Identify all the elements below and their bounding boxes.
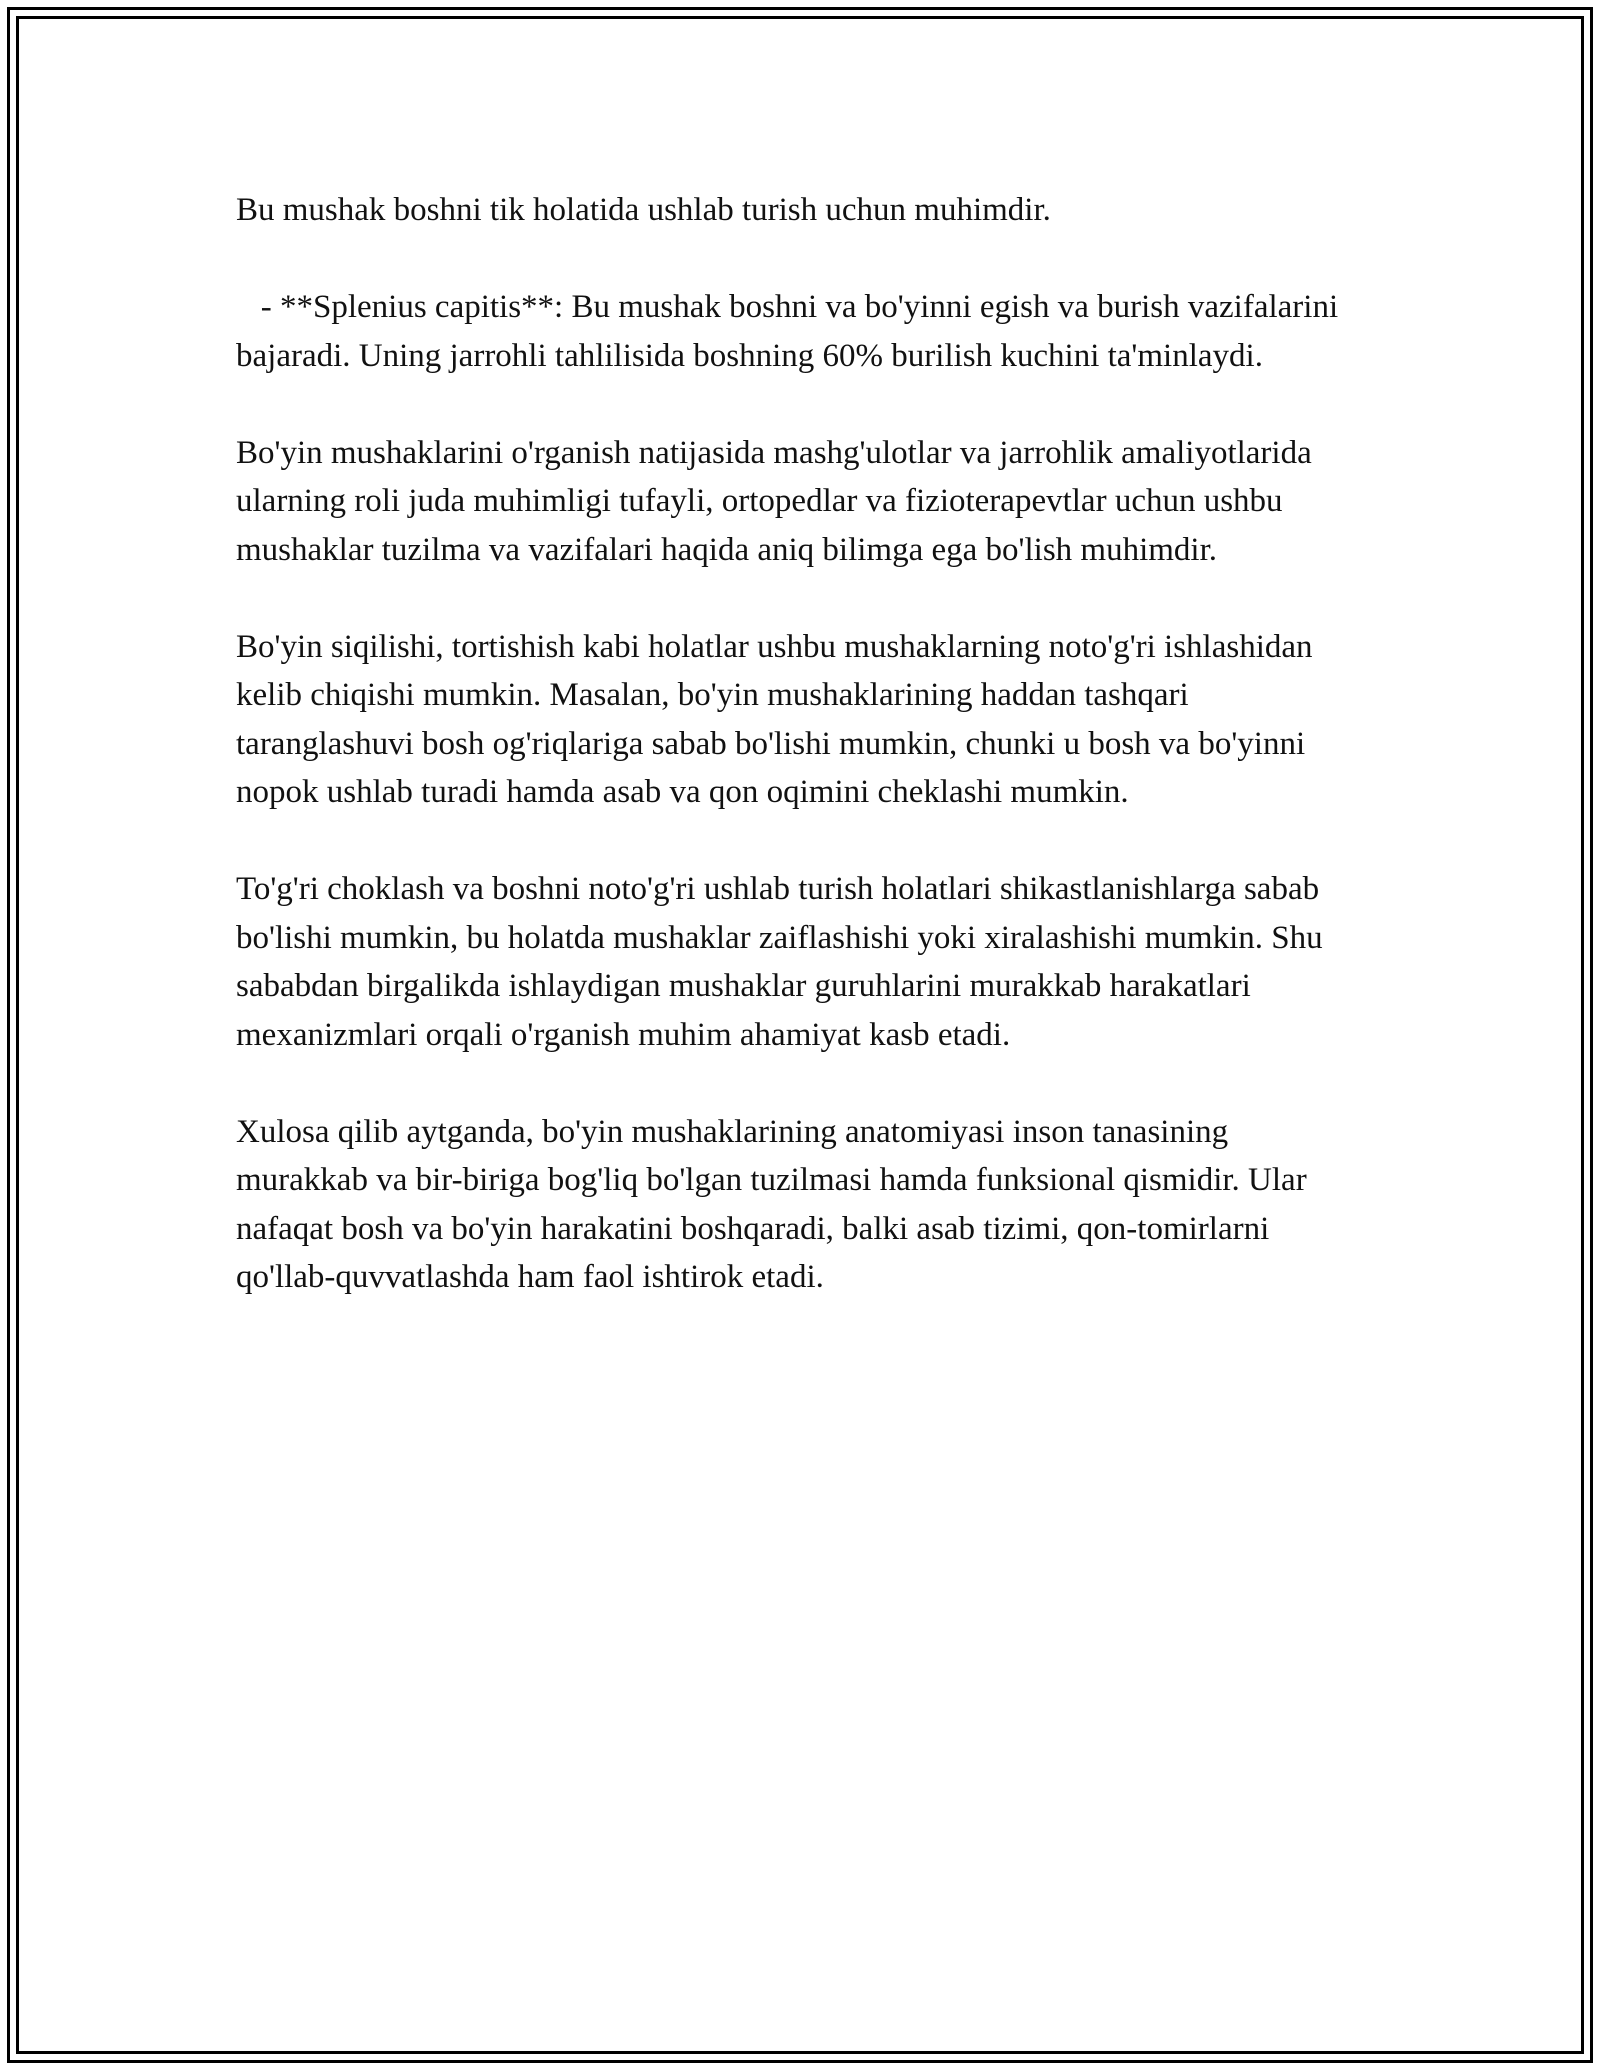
paragraph-1: Bu mushak boshni tik holatida ushlab turish uchun muhimdir. (236, 192, 1051, 228)
paragraph-5: To'g'ri choklash va boshni noto'g'ri ushlab turish holatlari shikastlanishlarga sabab bo'lishi mumkin, bu holatda mushaklar zaiflashishi yoki xiralashishi mumkin. Shu sababdan birgalikda ishlaydigan mushaklar guruhlarini murakkab harakatlari mexanizmlari orqali o'rganish muhim ahamiyat kasb etadi. (236, 871, 1331, 1053)
document-body (236, 186, 1366, 1350)
paragraph-6-conclusion: Xulosa qilib aytganda, bo'yin mushaklarining anatomiyasi inson tanasining murakkab va bir-biriga bog'liq bo'lgan tuzilmasi hamda funksional qismidir. Ular nafaqat bosh va bo'yin harakatini boshqaradi, balki asab tizimi, qon-tomirlarni qo'llab-quvvatlashda ham faol ishtirok etadi. (236, 1113, 1315, 1295)
paragraph-2-splenius-capitis: - **Splenius capitis**: Bu mushak boshni va bo'yinni egish va burish vazifalarini bajaradi. Uning jarrohli tahlilisida boshning 60% burilish kuchini ta'minlaydi. (236, 289, 1347, 374)
paragraph-3: Bo'yin mushaklarini o'rganish natijasida mashg'ulotlar va jarrohlik amaliyotlarida ularning roli juda muhimligi tufayli, ortopedlar va fizioterapevtlar uchun ushbu mushaklar tuzilma va vazifalari haqida aniq bilimga ega bo'lish muhimdir. (236, 434, 1320, 568)
paragraph-4: Bo'yin siqilishi, tortishish kabi holatlar ushbu mushaklarning noto'g'ri ishlashidan kelib chiqishi mumkin. Masalan, bo'yin mushaklarining haddan tashqari taranglashuvi bosh og'riqlariga sabab bo'lishi mumkin, chunki u bosh va bo'yinni nopok ushlab turadi hamda asab va qon oqimini cheklashi mumkin. (236, 628, 1321, 810)
